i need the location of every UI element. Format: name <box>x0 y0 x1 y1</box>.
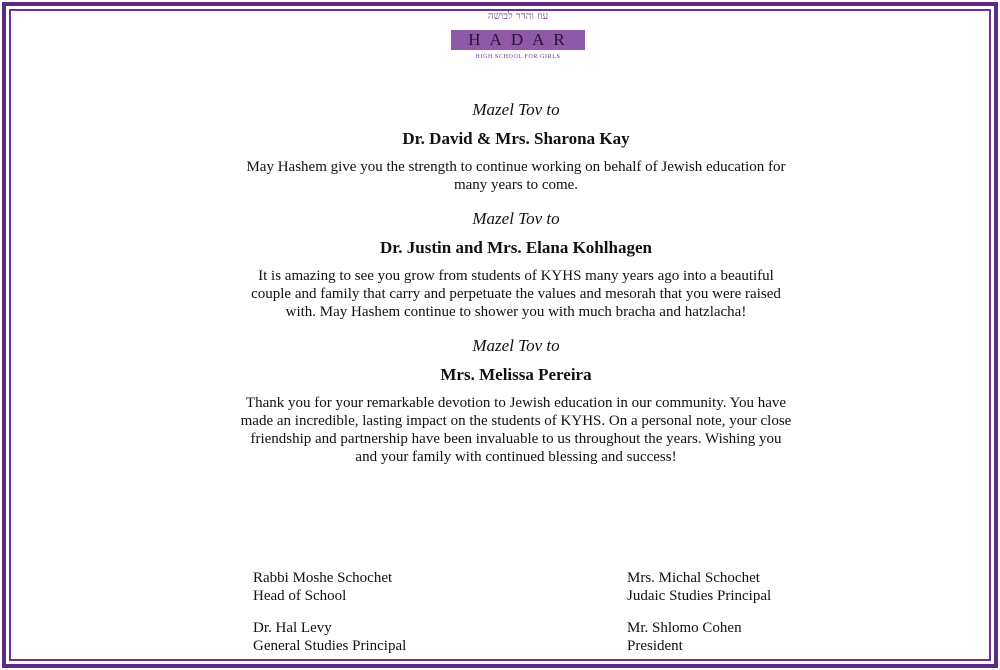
tribute-block <box>240 98 792 194</box>
tribute-content <box>240 98 792 479</box>
tribute-intro: Mazel Tov to <box>472 336 560 355</box>
signature-name: Dr. Hal Levy <box>253 620 332 636</box>
tribute-message: May Hashem give you the strength to continue working on behalf of Jewish education for many years to come. <box>246 159 786 193</box>
honoree-name: Dr. Justin and Mrs. Elana Kohlhagen <box>380 238 652 257</box>
hadar-logo <box>448 10 588 66</box>
signature-head-of-school <box>253 569 513 605</box>
tribute-intro: Mazel Tov to <box>472 209 560 228</box>
honoree-name: Dr. David & Mrs. Sharona Kay <box>402 129 630 148</box>
signature-name: Rabbi Moshe Schochet <box>253 570 393 586</box>
logo-subtitle: HIGH SCHOOL FOR GIRLS <box>475 54 561 60</box>
signature-title: President <box>627 638 683 654</box>
signature-title: Judaic Studies Principal <box>627 588 772 604</box>
signature-name: Mrs. Michal Schochet <box>627 570 760 586</box>
signature-title: General Studies Principal <box>253 638 407 654</box>
signature-title: Head of School <box>253 588 347 604</box>
tribute-message: Thank you for your remarkable devotion to Jewish education in our community. You have made an incredible, lasting impact on the students of KYHS. On a personal note, your close friendship and partnership have been invaluable to us throughout the years. Wishing you and your family with continued blessing and success! <box>240 395 792 465</box>
tribute-intro: Mazel Tov to <box>472 100 560 119</box>
logo-name: HADAR <box>451 30 585 50</box>
tribute-message: It is amazing to see you grow from students of KYHS many years ago into a beautiful couple and family that carry and perpetuate the values and mesorah that you were raised with. May Hashem continue to shower you with much bracha and hatzlacha! <box>251 268 781 320</box>
tribute-block <box>240 207 792 321</box>
honoree-name: Mrs. Melissa Pereira <box>440 365 592 384</box>
tribute-block <box>240 334 792 466</box>
signature-president <box>627 619 887 655</box>
signature-judaic-principal <box>627 569 887 605</box>
signature-name: Mr. Shlomo Cohen <box>627 620 742 636</box>
signature-general-principal <box>253 619 513 655</box>
logo-hebrew-motto: עוז והדר לבושה <box>487 11 549 22</box>
